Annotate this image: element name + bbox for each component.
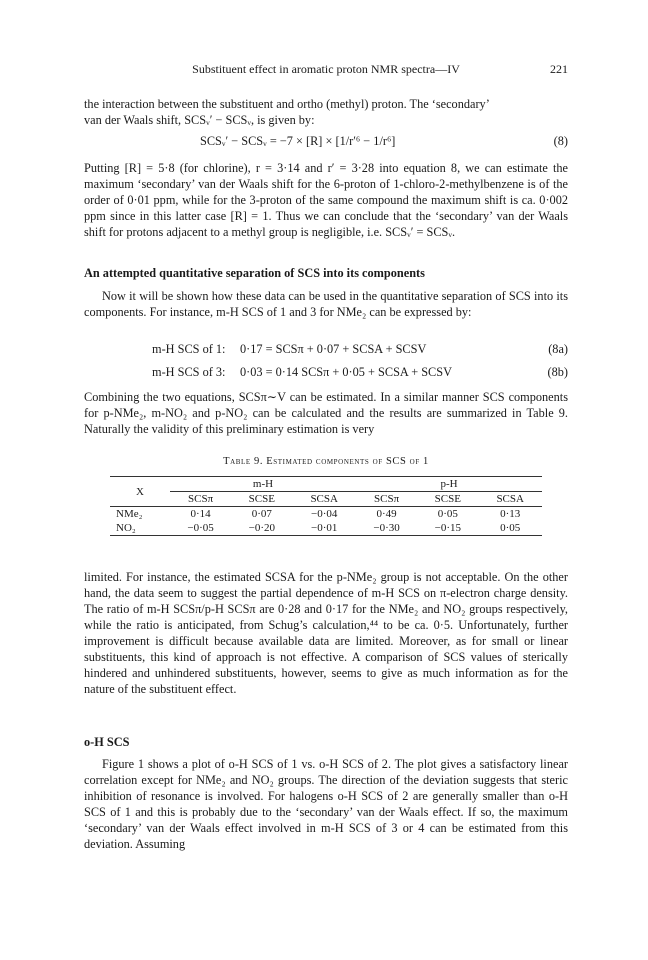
table-cell: −0·30 bbox=[356, 521, 417, 536]
section-heading-separation: An attempted quantitative separation of SCS into its components bbox=[84, 266, 425, 280]
equation-8a-body: 0·17 = SCSπ + 0·07 + SCSA + SCSV bbox=[240, 342, 427, 356]
section-heading-oh-scs: o-H SCS bbox=[84, 735, 130, 749]
table-cell: −0·01 bbox=[292, 521, 356, 536]
table-cell: 0·14 bbox=[190, 508, 211, 520]
page-number: 221 bbox=[550, 62, 568, 76]
equation-8b-label: m-H SCS of 3: bbox=[152, 365, 226, 379]
running-title: Substituent effect in aromatic proton NMR spectra—IV bbox=[192, 62, 460, 76]
table-cell: −0·05 bbox=[170, 521, 231, 536]
paragraph-5: limited. For instance, the estimated SCSA for the p-NMe₂ group is not acceptable. On the other hand, the data seem to suggest the partial dependence of m-H SCS on π-electron charge density. The ratio of m-H SCSπ/p-H SCSπ are 0·28 and 0·17 for the NMe₂ and NO₂ groups respectively, while the ratio is anticipated, from Schug’s calculation,⁴⁴ to be ca. 0·5. Unfortunately, further improvement is difficult because available data are limited. Moreover, as for small or linear substituents, this kind of approach is not effective. A comparison of SCS values of sterically hindered and unhindered substituents, however, seems to give as much information as for the nature of the substituent effect. bbox=[84, 570, 568, 696]
paragraph-6: Figure 1 shows a plot of o-H SCS of 1 vs. o-H SCS of 2. The plot gives a satisfactory linear correlation except for NMe₂ and NO₂ groups. The direction of the deviation suggests that steric inhibition of resonance is involved. For halogens o-H SCS of 2 are generally smaller than o-H SCS of 1 and this is probably due to the ‘secondary’ van der Waals effect. If so, the maximum ‘secondary’ van der Waals effect involved in m-H SCS of 3 or 4 can be estimated from this deviation. Assuming bbox=[84, 757, 568, 851]
table-cell: 0·05 bbox=[478, 521, 542, 536]
paragraph-3: Now it will be shown how these data can be used in the quantitative separation of SCS into its components. For instance, m-H SCS of 1 and 3 for NMe₂ can be expressed by: bbox=[84, 289, 568, 319]
table-col-header: SCSπ bbox=[356, 492, 417, 507]
table-col-header: SCSπ bbox=[170, 492, 231, 507]
equation-8b bbox=[84, 363, 568, 381]
paragraph-1-line-2: van der Waals shift, SCSᵥ′ − SCSᵥ, is given by: bbox=[84, 113, 315, 127]
paragraph-2: Putting [R] = 5·8 (for chlorine), r = 3·14 and r′ = 3·28 into equation 8, we can estimate the maximum ‘secondary’ van der Waals shift for the 6-proton of 1-chloro-2-methylbenzene is of the order of 0·01 ppm, while for the 3-proton of the same compound the maximum shift is ca. 0·002 ppm since in this latter case [R] = 1. Thus we can conclude that the ‘secondary’ van der Waals shift for protons adjacent to a methyl group is negligible, i.e. SCSᵥ′ = SCSᵥ. bbox=[84, 161, 568, 239]
table-col-header: SCSE bbox=[417, 492, 478, 507]
paragraph-4: Combining the two equations, SCSπ∼V can be estimated. In a similar manner SCS components for p-NMe₂, m-NO₂ and p-NO₂ can be calculated and the results are summarized in Table 9. Naturally the validity of this preliminary estimation is very bbox=[84, 390, 568, 436]
table-cell: 0·07 bbox=[251, 508, 272, 520]
table-col-header: SCSA bbox=[478, 492, 542, 507]
table-x-header: X bbox=[110, 477, 170, 507]
table-col-header: SCSE bbox=[231, 492, 292, 507]
table-row-substituent: NMe₂ bbox=[116, 508, 143, 520]
table-row-substituent: NO₂ bbox=[110, 521, 170, 536]
paragraph-1 bbox=[84, 96, 568, 128]
page-header bbox=[84, 62, 568, 78]
table-cell: 0·49 bbox=[376, 508, 397, 520]
table-row bbox=[110, 521, 542, 536]
equation-8b-body: 0·03 = 0·14 SCSπ + 0·05 + SCSA + SCSV bbox=[240, 365, 452, 379]
table-group-header-mh: m-H bbox=[170, 477, 356, 492]
equation-8-number: (8) bbox=[553, 134, 568, 148]
table-col-header: SCSA bbox=[292, 492, 356, 507]
table-cell: 0·05 bbox=[437, 508, 458, 520]
table-9-caption: Table 9. Estimated components of SCS of 1 bbox=[223, 456, 429, 467]
table-cell: −0·04 bbox=[311, 508, 338, 520]
equation-8a bbox=[84, 340, 568, 358]
equation-8a-label: m-H SCS of 1: bbox=[152, 342, 226, 356]
equation-8b-number: (8b) bbox=[547, 365, 568, 379]
table-group-header-ph: p-H bbox=[356, 477, 542, 492]
table-cell: −0·15 bbox=[417, 521, 478, 536]
table-row bbox=[110, 507, 542, 522]
equation-8 bbox=[84, 132, 568, 150]
table-cell: 0·13 bbox=[500, 508, 521, 520]
table-cell: −0·20 bbox=[231, 521, 292, 536]
equation-8a-number: (8a) bbox=[548, 342, 568, 356]
paragraph-1-line-1: the interaction between the substituent and ortho (methyl) proton. The ‘secondary’ bbox=[84, 97, 490, 111]
table-9 bbox=[110, 476, 542, 536]
equation-8-body: SCSᵥ′ − SCSᵥ = −7 × [R] × [1/r′⁶ − 1/r⁶] bbox=[200, 134, 396, 148]
